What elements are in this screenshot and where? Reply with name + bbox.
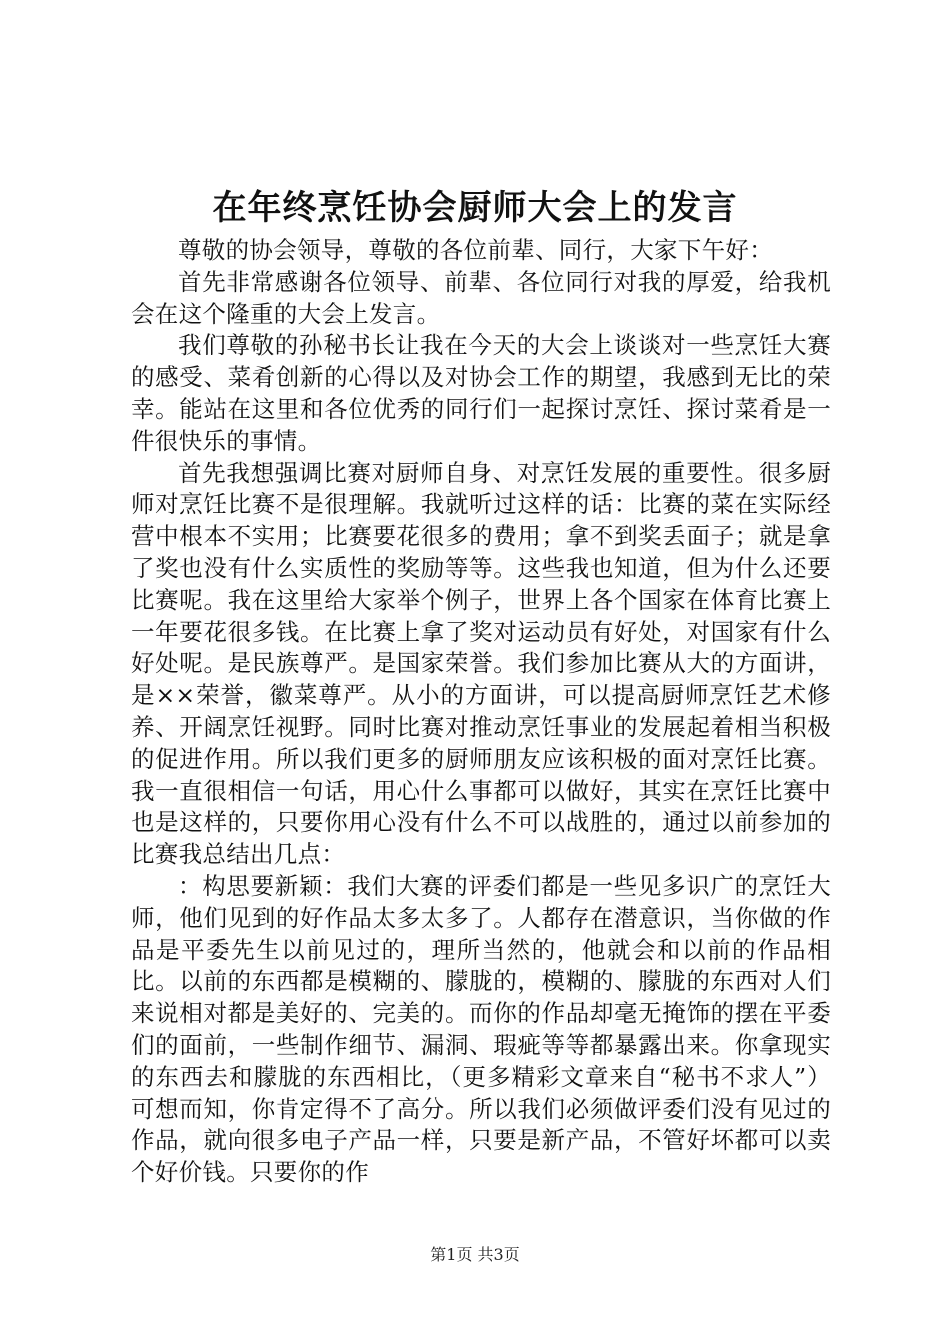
paragraph-competition-importance: 首先我想强调比赛对厨师自身、对烹饪发展的重要性。很多厨师对烹饪比赛不是很理解。我就听过这样的话：比赛的菜在实际经营中根本不实用；比赛要花很多的费用；拿不到奖丢面子；就是拿了奖也没有什么实质性的奖励等等。这些我也知道，但为什么还要比赛呢。我在这里给大家举个例子，世界上各个国家在体育比赛上一年要花很多钱。在比赛上拿了奖对运动员有好处，对国家有什么好处呢。是民族尊严。是国家荣誉。我们参加比赛从大的方面讲，是××荣誉，徽菜尊严。从小的方面讲，可以提高厨师烹饪艺术修养、开阔烹饪视野。同时比赛对推动烹饪事业的发展起着相当积极的促进作用。所以我们更多的厨师朋友应该积极的面对烹饪比赛。我一直很相信一句话，用心什么事都可以做好，其实在烹饪比赛中也是这样的，只要你用心没有什么不可以战胜的，通过以前参加的比赛我总结出几点： xyxy=(131,458,831,869)
paragraph-greeting: 尊敬的协会领导，尊敬的各位前辈、同行，大家下午好： xyxy=(178,236,773,264)
document-title: 在年终烹饪协会厨师大会上的发言 xyxy=(212,188,738,228)
paragraph-honor: 我们尊敬的孙秘书长让我在今天的大会上谈谈对一些烹饪大赛的感受、菜肴创新的心得以及对协会工作的期望，我感到无比的荣幸。能站在这里和各位优秀的同行们一起探讨烹饪、探讨菜肴是一件很快乐的事情。 xyxy=(131,331,831,455)
document-body xyxy=(131,235,831,1189)
page-number-footer: 第1页 共3页 xyxy=(430,1245,520,1264)
paragraph-novel-concept: ：构思要新颖：我们大赛的评委们都是一些见多识广的烹饪大师，他们见到的好作品太多太多了。人都存在潜意识，当你做的作品是平委先生以前见过的，理所当然的，他就会和以前的作品相比。以前的东西都是模糊的、朦胧的，模糊的、朦胧的东西对人们来说相对都是美好的、完美的。而你的作品却毫无掩饰的摆在平委们的面前，一些制作细节、漏洞、瑕疵等等都暴露出来。你拿现实的东西去和朦胧的东西相比，（更多精彩文章来自“秘书不求人”）可想而知，你肯定得不了高分。所以我们必须做评委们没有见过的作品，就向很多电子产品一样，只要是新产品，不管好坏都可以卖个好价钱。只要你的作 xyxy=(131,871,831,1187)
paragraph-thanks: 首先非常感谢各位领导、前辈、各位同行对我的厚爱，给我机会在这个隆重的大会上发言。 xyxy=(131,267,831,328)
